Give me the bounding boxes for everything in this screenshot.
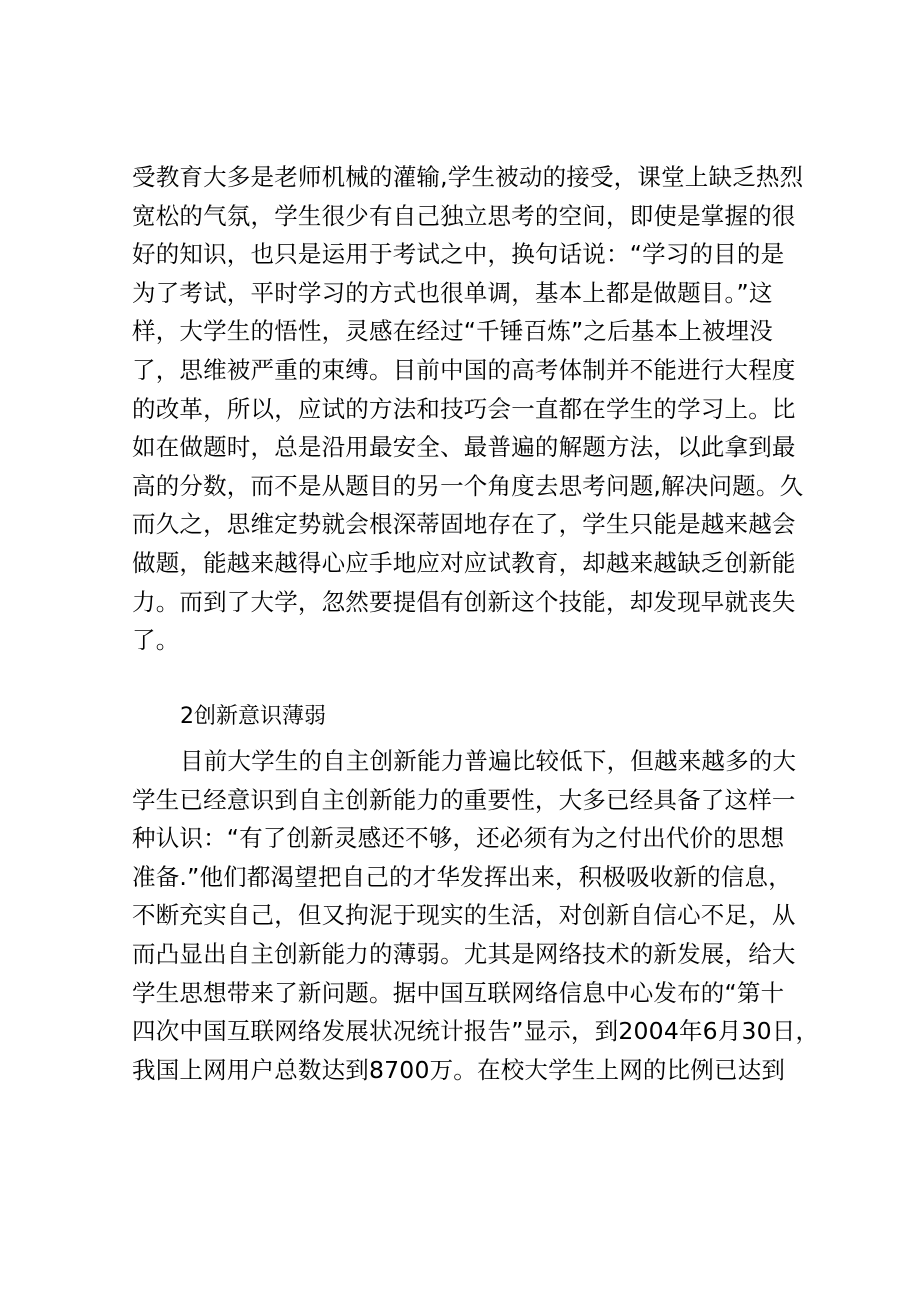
text-line: 好的知识，也只是运用于考试之中，换句话说：“学习的目的是 [132,240,785,269]
text-line: 了。 [132,626,180,655]
text-line: 不断充实自己，但又拘泥于现实的生活，对创新自信心不足，从 [132,901,796,930]
text-line: 而久之，思维定势就会根深蒂固地存在了，学生只能是越来越会 [132,510,796,539]
text-line: 我国上网用户总数达到8700万。在校大学生上网的比例已达到 [132,1055,786,1084]
body-paragraph-2 [132,742,820,1089]
text-line: 高的分数，而不是从题目的另一个角度去思考问题,解决问题。久 [132,471,804,500]
text-line: 学生已经意识到自主创新能力的重要性，大多已经具备了这样一 [132,785,796,814]
text-line: 准备.”他们都渴望把自己的才华发挥出来，积极吸收新的信息， [132,862,792,891]
text-line: 的改革，所以，应试的方法和技巧会一直都在学生的学习上。比 [132,394,796,423]
section-heading: 2创新意识薄弱 [180,704,326,729]
text-line: 做题，能越来越得心应手地应对应试教育，却越来越缺乏创新能 [132,548,796,577]
text-line: 目前大学生的自主创新能力普遍比较低下，但越来越多的大 [180,747,797,775]
text-line: 受教育大多是老师机械的灌输,学生被动的接受，课堂上缺乏热烈 [132,163,804,191]
text-line: 力。而到了大学，忽然要提倡有创新这个技能，却发现早就丧失 [132,587,796,616]
text-line: 宽松的气氛，学生很少有自己独立思考的空间，即使是掌握的很 [132,201,796,230]
text-line: 为了考试，平时学习的方式也很单调，基本上都是做题目。”这 [132,278,773,307]
text-line: 四次中国互联网络发展状况统计报告”显示，到2004年6月30日， [132,1017,820,1046]
text-line: 了，思维被严重的束缚。目前中国的高考体制并不能进行大程度 [132,355,796,384]
body-paragraph-1 [132,158,804,660]
text-line: 而凸显出自主创新能力的薄弱。尤其是网络技术的新发展，给大 [132,939,796,968]
text-line: 学生思想带来了新问题。据中国互联网络信息中心发布的“第十 [132,978,785,1007]
text-line: 种认识：“有了创新灵感还不够，还必须有为之付出代价的思想 [132,824,785,853]
text-line: 如在做题时，总是沿用最安全、最普遍的解题方法，以此拿到最 [132,433,796,462]
text-line: 样，大学生的悟性，灵感在经过“千锤百炼”之后基本上被埋没 [132,317,773,346]
